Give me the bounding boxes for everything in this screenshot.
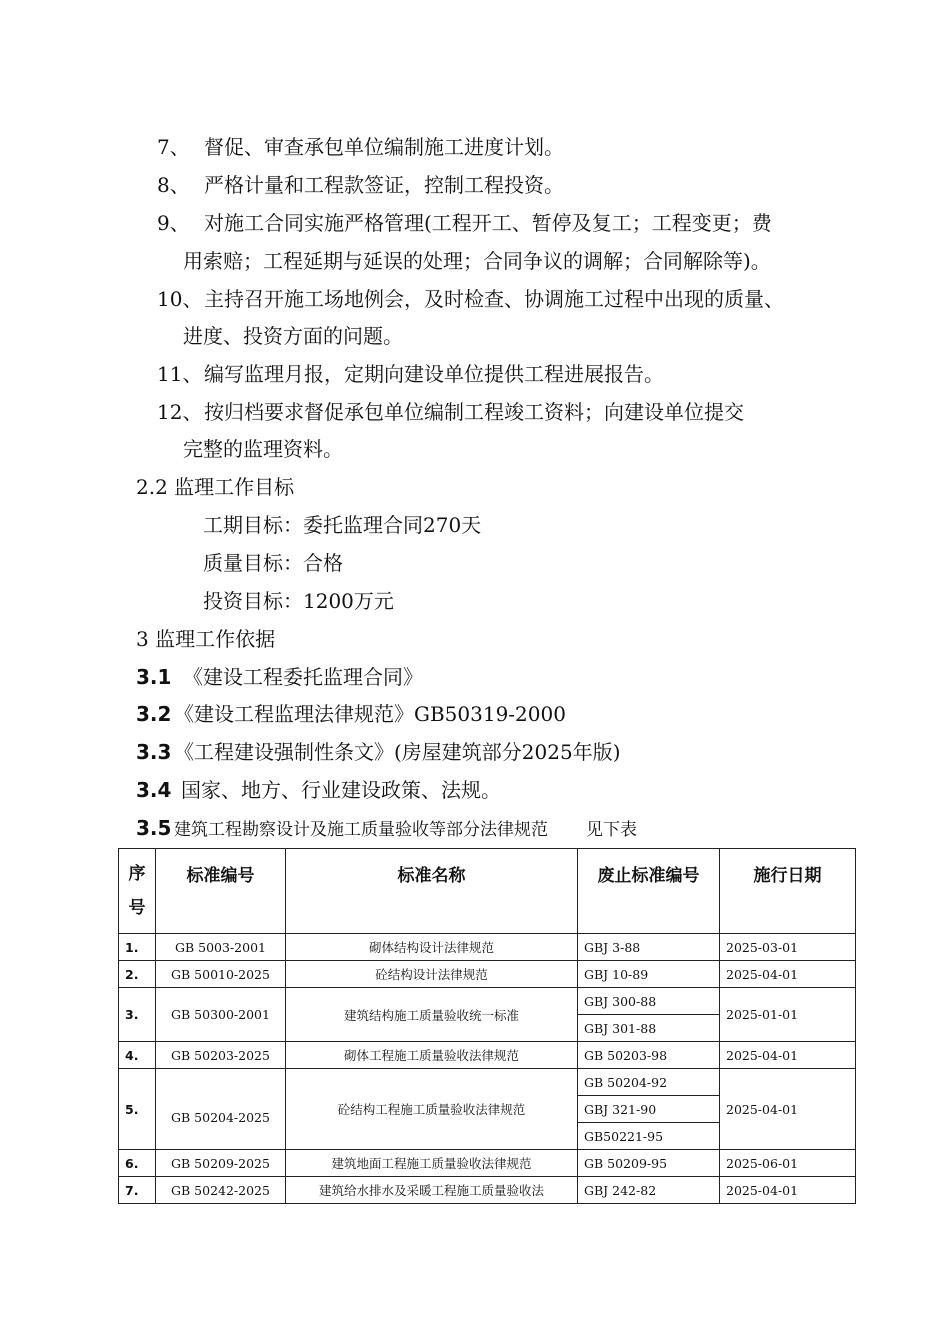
- section-note: 见下表: [586, 820, 637, 840]
- cell-date: 2025-01-01: [720, 988, 856, 1042]
- cell-code: GB 50300-2001: [156, 988, 286, 1042]
- section-number: 3.5: [136, 816, 172, 840]
- cell-seq: 2.: [119, 961, 156, 988]
- table-row: [119, 961, 856, 988]
- cell-abolished: GB 50203-98: [578, 1042, 720, 1069]
- header-date: 施行日期: [720, 849, 856, 934]
- section-text: 《建设工程委托监理合同》: [183, 665, 423, 689]
- cell-seq: 1.: [119, 934, 156, 961]
- cell-name: 砌体工程施工质量验收法律规范: [286, 1042, 578, 1069]
- section-number: 3.4: [136, 778, 172, 802]
- cell-abolished: GBJ 3-88: [578, 934, 720, 961]
- list-item-9-continuation: 用索赔；工程延期与延误的处理；合同争议的调解；合同解除等)。: [183, 249, 771, 273]
- section-text: 《工程建设强制性条文》(房屋建筑部分2025年版): [174, 740, 621, 764]
- section-number: 3.3: [136, 740, 172, 764]
- table-row: [119, 1042, 856, 1069]
- header-seq: [119, 849, 156, 934]
- list-item-10: [157, 286, 784, 312]
- cell-name: 建筑给水排水及采暖工程施工质量验收法: [286, 1177, 578, 1204]
- header-abolished: 废止标准编号: [578, 849, 720, 934]
- cell-seq: 7.: [119, 1177, 156, 1204]
- cell-seq: 6.: [119, 1150, 156, 1177]
- section-text: 国家、地方、行业建设政策、法规。: [181, 778, 501, 802]
- cell-abolished: GBJ 10-89: [578, 961, 720, 988]
- cell-name: 建筑地面工程施工质量验收法律规范: [286, 1150, 578, 1177]
- item-number: 12、: [157, 400, 203, 424]
- table-row: [119, 1150, 856, 1177]
- goal-schedule: 工期目标：委托监理合同270天: [203, 513, 482, 537]
- section-number: 3.1: [136, 665, 172, 689]
- item-text: 对施工合同实施严格管理(工程开工、暂停及复工；工程变更；费: [204, 211, 772, 235]
- item-number: 10、: [157, 287, 203, 311]
- section-3-2: [136, 701, 566, 727]
- cell-date: 2025-04-01: [720, 1042, 856, 1069]
- list-item-11: [157, 361, 664, 387]
- cell-name: 砼结构工程施工质量验收法律规范: [286, 1069, 578, 1150]
- cell-date: 2025-03-01: [720, 934, 856, 961]
- item-text: 督促、审查承包单位编制施工进度计划。: [204, 135, 564, 159]
- section-3-heading: 3 监理工作依据: [136, 627, 276, 651]
- cell-abolished: GB 50209-95: [578, 1150, 720, 1177]
- cell-date: 2025-04-01: [720, 1177, 856, 1204]
- list-item-8: [157, 172, 564, 198]
- item-text: 严格计量和工程款签证，控制工程投资。: [204, 173, 564, 197]
- cell-name: 砼结构设计法律规范: [286, 961, 578, 988]
- header-seq-top: 序: [128, 864, 146, 884]
- section-3-5: [136, 815, 637, 843]
- item-text: 主持召开施工场地例会，及时检查、协调施工过程中出现的质量、: [204, 287, 784, 311]
- cell-date: 2025-06-01: [720, 1150, 856, 1177]
- section-3-1: [136, 664, 423, 690]
- item-number: 7、: [157, 135, 190, 159]
- cell-seq: 3.: [119, 988, 156, 1042]
- cell-code: GB 5003-2001: [156, 934, 286, 961]
- section-2-2-heading: 2.2 监理工作目标: [136, 475, 295, 499]
- cell-seq: 5.: [119, 1069, 156, 1150]
- cell-date: 2025-04-01: [720, 1069, 856, 1150]
- cell-seq: 4.: [119, 1042, 156, 1069]
- cell-code: GB 50242-2025: [156, 1177, 286, 1204]
- list-item-10-continuation: 进度、投资方面的问题。: [183, 324, 403, 348]
- section-number: 3.2: [136, 702, 172, 726]
- cell-name: 建筑结构施工质量验收统一标准: [286, 988, 578, 1042]
- table-row: [119, 934, 856, 961]
- goal-quality: 质量目标：合格: [203, 551, 343, 575]
- table-row: [119, 988, 856, 1015]
- header-name: 标准名称: [286, 849, 578, 934]
- cell-abolished: GB50221-95: [578, 1123, 720, 1150]
- cell-abolished: GBJ 301-88: [578, 1015, 720, 1042]
- header-code: 标准编号: [156, 849, 286, 934]
- cell-abolished: GBJ 321-90: [578, 1096, 720, 1123]
- cell-code: GB 50204-2025: [156, 1069, 286, 1150]
- section-3-3: [136, 739, 621, 765]
- standards-table: [118, 848, 856, 1204]
- cell-abolished: GBJ 300-88: [578, 988, 720, 1015]
- item-number: 8、: [157, 173, 190, 197]
- section-text: 《建设工程监理法律规范》GB50319-2000: [174, 702, 566, 726]
- list-item-12: [157, 399, 744, 425]
- cell-code: GB 50203-2025: [156, 1042, 286, 1069]
- table-row: [119, 1177, 856, 1204]
- section-text: 建筑工程勘察设计及施工质量验收等部分法律规范: [174, 820, 548, 840]
- cell-abolished: GBJ 242-82: [578, 1177, 720, 1204]
- item-text: 编写监理月报，定期向建设单位提供工程进展报告。: [204, 362, 664, 386]
- list-item-12-continuation: 完整的监理资料。: [183, 437, 343, 461]
- table-row: [119, 1069, 856, 1096]
- cell-name: 砌体结构设计法律规范: [286, 934, 578, 961]
- cell-code: GB 50010-2025: [156, 961, 286, 988]
- header-seq-bottom: 号: [128, 898, 146, 918]
- table-header-row: [119, 849, 856, 934]
- list-item-9: [157, 210, 772, 236]
- goal-investment: 投资目标：1200万元: [203, 589, 394, 613]
- cell-abolished: GB 50204-92: [578, 1069, 720, 1096]
- item-text: 按归档要求督促承包单位编制工程竣工资料；向建设单位提交: [204, 400, 744, 424]
- item-number: 11、: [157, 362, 203, 386]
- item-number: 9、: [157, 211, 190, 235]
- cell-code: GB 50209-2025: [156, 1150, 286, 1177]
- cell-date: 2025-04-01: [720, 961, 856, 988]
- section-3-4: [136, 777, 501, 803]
- list-item-7: [157, 134, 564, 160]
